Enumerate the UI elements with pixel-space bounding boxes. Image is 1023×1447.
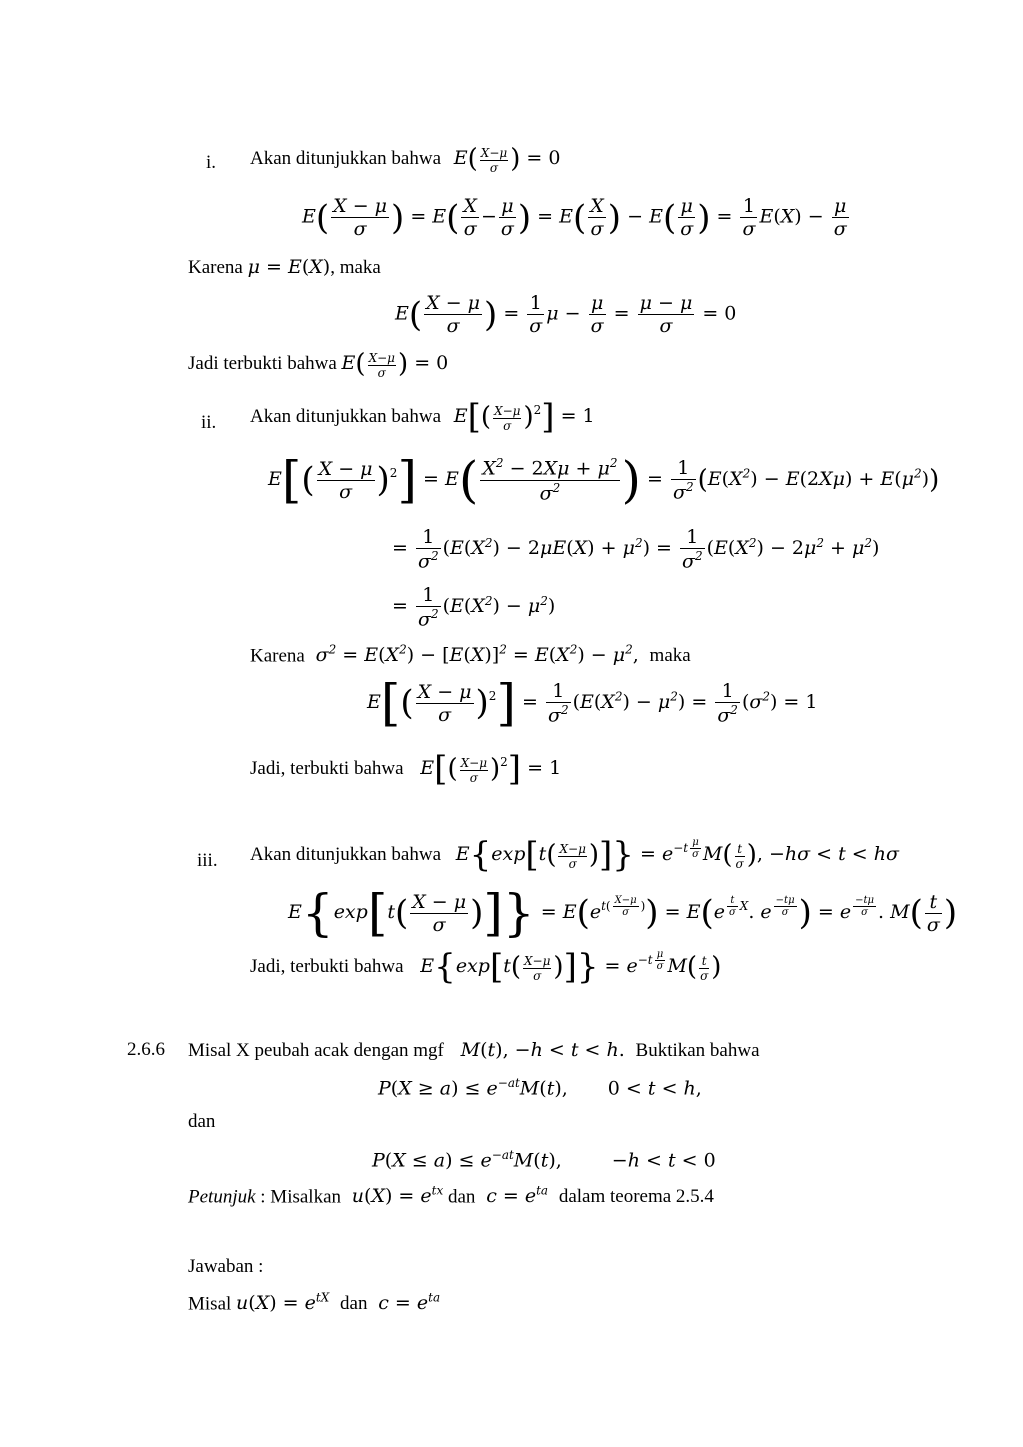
item-i-eq2: E( $\frac{X - \mu}{\sigma}$ ) = $\frac{1}{\sigma}$ μ − $\frac{\mu}{\sigma}$ = $\frac{\mu - \mu}{\sigma}$ = 0 bbox=[395, 292, 737, 337]
item-iii-proved: Jadi, terbukti bahwa E{exp[t( $\frac{X-\mu}{\sigma}$ )]} = $e^{-t \frac{\mu}{\sigma}}$ M( $\frac{t}{\sigma}$ ) bbox=[250, 947, 722, 987]
item-i-number: i. bbox=[206, 152, 217, 173]
item-i-statement: Akan ditunjukkan bahwa E( $\frac{X-\mu}{\sigma}$ ) = 0 bbox=[250, 144, 561, 175]
item-ii-proved: Jadi, terbukti bahwa E[( $\frac{X-\mu}{\sigma}$ )$^2$] = 1 bbox=[250, 749, 562, 789]
problem-number: 2.6.6 bbox=[127, 1039, 165, 1060]
item-i-karena: Karena μ = E(X), maka bbox=[188, 256, 381, 278]
item-ii-eq4: E[( $\frac{X - \mu}{\sigma}$ )$^2$] = $\frac{1}{\sigma^2}$ $(E(X^2) - \mu^2)$ = $\frac{1}{\sigma^2}$ $(\sigma^2) = 1$ bbox=[367, 674, 818, 732]
problem-hint: Petunjuk : Misalkan $u(X) = e^{tx}$ dan $c = e^{ta}$ dalam teorema 2.5.4 bbox=[188, 1184, 714, 1208]
item-ii-eq1: E[( $\frac{X - \mu}{\sigma}$ )$^2$] = E( $\frac{X^2 - 2X\mu + \mu^2}{\sigma^2}$ ) = $\frac{1}{\sigma^2}$ $(E(X^2) - E(2X\mu) + E(\mu^2))$ bbox=[268, 451, 940, 509]
item-i-eq1: E( $\frac{X - \mu}{\sigma}$ ) = E( $\frac{X}{\sigma}$ − $\frac{\mu}{\sigma}$ ) = E( $\frac{X}{\sigma}$ ) − E( $\frac{\mu}{\sigma}$ ) = $\frac{1}{\sigma}$ E(X) − $\frac{\mu}{\sigma}$ bbox=[302, 195, 847, 240]
answer-misal: Misal $u(X) = e^{tX}$ dan $c = e^{ta}$ bbox=[188, 1291, 441, 1315]
item-iii-number: iii. bbox=[197, 850, 218, 871]
item-ii-eq2: = $\frac{1}{\sigma^2}$ $(E(X^2) - 2\mu E(X) + \mu^2)$ = $\frac{1}{\sigma^2}$ $(E(X^2) - 2\mu^2 + \mu^2)$ bbox=[392, 526, 880, 573]
problem-dan: dan bbox=[188, 1111, 216, 1132]
item-ii-karena: Karena $\sigma^2 = E(X^2) - [E(X)]^2 = E(X^2) - \mu^2$, maka bbox=[250, 643, 691, 667]
item-iii-statement: Akan ditunjukkan bahwa E{exp[t( $\frac{X-\mu}{\sigma}$ )]} = $e^{-t \frac{\mu}{\sigma}}$ M( $\frac{t}{\sigma}$ ), −hσ < t < hσ bbox=[250, 835, 899, 875]
item-iii-eq1: E{exp[t( $\frac{X - \mu}{\sigma}$ )]} = $E(e^{t( \frac{X-\mu}{\sigma} )}) = E(e$ $^{\frac{t}{\sigma} X}$. e $^{\frac{-t\mu}{\sigma}}$ ) = e $^{\frac{-t\mu}{\sigma}}$ . M( $\frac{t}{\sigma}$ ) bbox=[288, 884, 958, 942]
item-i-text: Akan ditunjukkan bahwa bbox=[250, 148, 442, 169]
item-ii-number: ii. bbox=[201, 412, 217, 433]
problem-ineq2: $P(X \le a) \le e^{-at}M(t)$, −h < t < 0 bbox=[372, 1148, 716, 1172]
problem-statement: Misal X peubah acak dengan mgf M(t), −h < t < h. Buktikan bahwa bbox=[188, 1039, 760, 1061]
item-ii-eq3: = $\frac{1}{\sigma^2}$ $(E(X^2) - \mu^2)$ bbox=[392, 584, 556, 631]
answer-label: Jawaban : bbox=[188, 1256, 264, 1277]
item-i-proved: Jadi terbukti bahwa E( $\frac{X-\mu}{\sigma}$ ) = 0 bbox=[188, 349, 449, 380]
problem-ineq1: $P(X \ge a) \le e^{-at}M(t)$, 0 < t < h, bbox=[378, 1076, 702, 1100]
item-ii-statement: Akan ditunjukkan bahwa E[( $\frac{X-\mu}{\sigma}$ )$^2$] = 1 bbox=[250, 397, 595, 437]
